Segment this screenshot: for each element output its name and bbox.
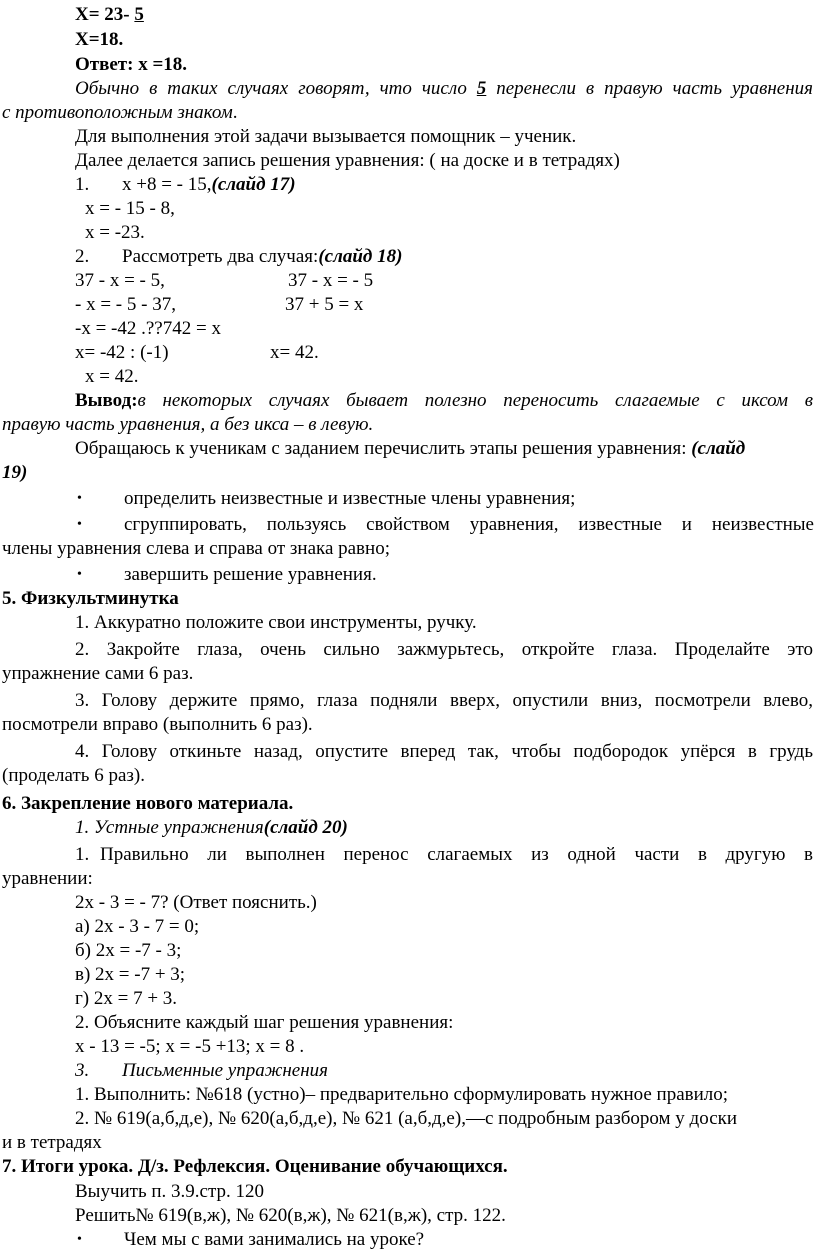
intro-text-e: . [232, 102, 238, 123]
slide-19-label: (слайд [691, 438, 746, 459]
helper-line: Для выполнения этой задачи вызывается помощник – ученик. [75, 126, 577, 147]
case-row-2-right: 37 + 5 = х [285, 294, 364, 315]
option-b: б) 2х = -7 - 3; [75, 940, 182, 961]
option-a: а) 2х - 3 - 7 = 0; [75, 916, 200, 937]
solution-2-number: 2. [75, 246, 90, 267]
solution-2-text: Рассмотреть два случая: [122, 246, 319, 267]
exercise-2-line-2: упражнение сами 6 раз. [2, 663, 194, 684]
case-row-4-right: х= 42. [270, 342, 319, 363]
step-bullet-2-line-1: сгруппировать, пользуясь свойством уравнения, известные и неизвестные [124, 514, 814, 535]
intro-paragraph-line-2 [2, 101, 237, 124]
eq-line-1 [75, 3, 144, 26]
solution-1-line-1 [122, 173, 296, 196]
steps-intro-line-2: 19) [2, 462, 28, 483]
conclusion-line-2: правую часть уравнения, а без икса – в левую. [2, 414, 374, 435]
solution-1-line-2: х = - 15 - 8, [85, 198, 175, 219]
conclusion-line-1 [75, 389, 813, 412]
oral-exercises-heading [75, 816, 348, 839]
question-2: 2. Объясните каждый шаг решения уравнения: [75, 1012, 454, 1033]
record-line: Далее делается запись решения уравнения: ( на доске и в тетрадях) [75, 150, 620, 171]
exercise-1: 1. Аккуратно положите свои инструменты, ручку. [75, 612, 477, 633]
intro-number-5: 5 [476, 78, 487, 99]
homework-line-1: Выучить п. 3.9.стр. 120 [75, 1181, 265, 1202]
reflection-question: Чем мы с вами занимались на уроке? [124, 1229, 425, 1250]
bullet-icon: • [77, 1232, 82, 1247]
case-row-2-left: - х = - 5 - 37, [75, 294, 176, 315]
section-7-title: 7. Итоги урока. Д/з. Рефлексия. Оценивание обучающихся. [2, 1156, 508, 1177]
case-row-1-left: 37 - х = - 5, [75, 270, 165, 291]
exercise-2-line-1: 2. Закройте глаза, очень сильно зажмурьтесь, откройте глаза. Проделайте это [75, 639, 813, 660]
solution-1-number: 1. [75, 174, 90, 195]
bullet-icon: • [77, 517, 82, 532]
question-1-line-2: уравнении: [2, 868, 93, 889]
eq-line-1-text: Х= 23- [75, 4, 135, 25]
intro-text-a: Обычно в таких случаях говорят, что число [75, 78, 477, 99]
case-row-4-left: х= -42 : (-1) [75, 342, 169, 363]
question-1-equation: 2х - 3 = - 7? (Ответ пояснить.) [75, 892, 317, 913]
exercise-3-line-1: 3. Голову держите прямо, глаза подняли вверх, опустили вниз, посмотрели влево, [75, 690, 813, 711]
step-bullet-1: определить неизвестные и известные члены уравнения; [124, 488, 576, 509]
section-5-title: 5. Физкультминутка [2, 588, 179, 609]
option-d: г) 2х = 7 + 3. [75, 988, 178, 1009]
oral-exercises-label: 1. Устные упражнения [75, 817, 264, 838]
step-bullet-2-line-2: члены уравнения слева и справа от знака равно; [2, 538, 390, 559]
solution-2-line-1 [122, 245, 402, 268]
section-6-title: 6. Закрепление нового материала. [2, 793, 294, 814]
slide-20-label: (слайд 20) [263, 817, 348, 838]
exercise-4-line-1: 4. Голову откиньте назад, опустите вперед так, чтобы подбородок упёрся в грудь [75, 741, 813, 762]
case-row-5: х = 42. [85, 366, 139, 387]
written-exercises-heading: Письменные упражнения [122, 1060, 328, 1081]
intro-text-c: перенесли в правую часть уравнения [486, 78, 813, 99]
written-task-1: 1. Выполнить: №618 (устно)– предварительно сформулировать нужное правило; [75, 1084, 729, 1105]
bullet-icon: • [77, 491, 82, 506]
slide-18-label: (слайд 18) [318, 246, 403, 267]
step-bullet-3: завершить решение уравнения. [124, 564, 377, 585]
question-1-number: 1. [75, 844, 90, 865]
intro-text-d: с противоположным знаком [2, 102, 233, 123]
written-task-2-line-2: и в тетрадях [2, 1132, 102, 1153]
steps-intro-text: Обращаюсь к ученикам с заданием перечислить этапы решения уравнения: [75, 438, 692, 459]
steps-intro-line-1 [75, 437, 815, 460]
exercise-3-line-2: посмотрели вправо (выполнить 6 раз). [2, 714, 313, 735]
solution-1-eq: х +8 = - 15, [122, 174, 212, 195]
conclusion-label: Вывод: [75, 390, 138, 411]
conclusion-text-1: в некоторых случаях бывает полезно переносить слагаемые с иксом в [137, 390, 813, 411]
solution-1-line-3: х = -23. [85, 222, 145, 243]
question-2-equation: х - 13 = -5; х = -5 +13; х = 8 . [75, 1036, 305, 1057]
question-1-line-1: Правильно ли выполнен перенос слагаемых из одной части в другую в [100, 844, 813, 865]
homework-line-2: Решить№ 619(в,ж), № 620(в,ж), № 621(в,ж), стр. 122. [75, 1205, 506, 1226]
eq-line-2: Х=18. [75, 29, 124, 50]
case-row-1-right: 37 - х = - 5 [288, 270, 374, 291]
written-task-2-line-1: 2. № 619(а,б,д,е), № 620(а,б,д,е), № 621 (а,б,д,е),—с подробным разбором у доски [75, 1108, 738, 1129]
slide-17-label: (слайд 17) [211, 174, 296, 195]
written-exercises-number: 3. [75, 1060, 90, 1081]
case-row-3: -х = -42 .??742 = х [75, 318, 221, 339]
option-c: в) 2х = -7 + 3; [75, 964, 186, 985]
exercise-4-line-2: (проделать 6 раз). [2, 765, 145, 786]
bullet-icon: • [77, 567, 82, 582]
intro-paragraph-line-1 [75, 77, 813, 100]
eq-line-1-underlined: 5 [134, 4, 144, 25]
answer-line: Ответ: х =18. [75, 54, 188, 75]
